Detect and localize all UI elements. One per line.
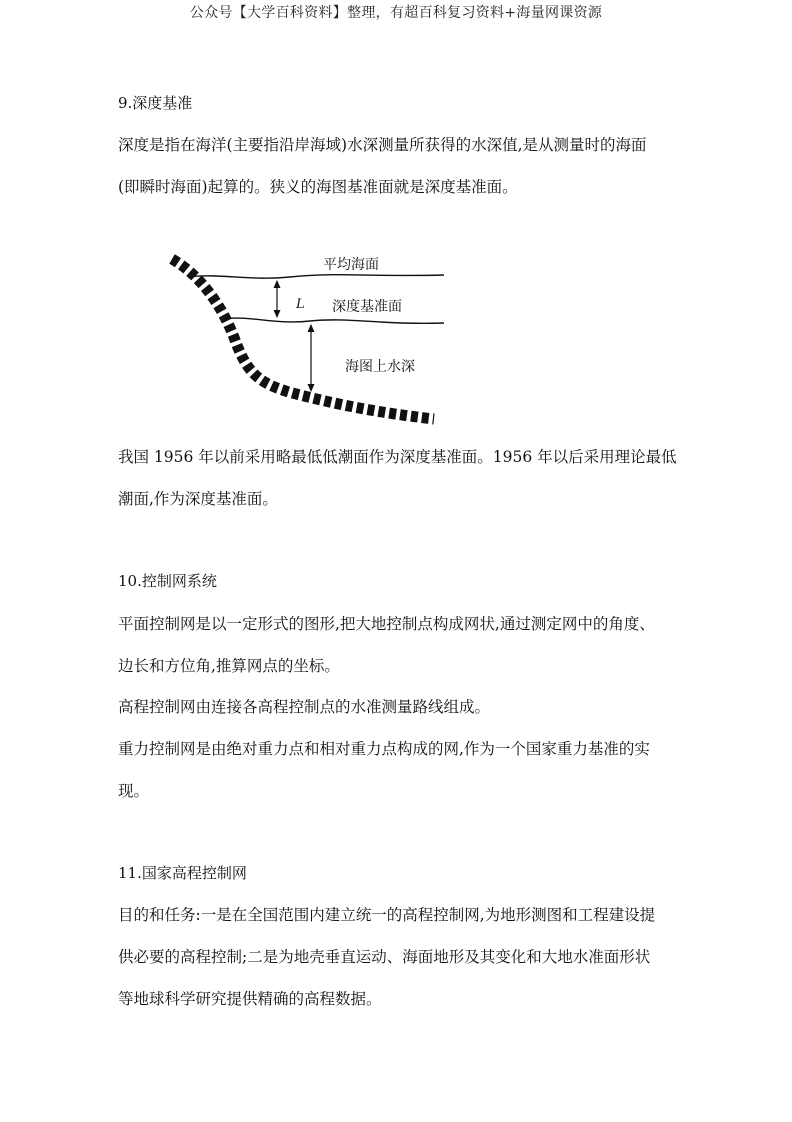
section-9-line-1: 深度是指在海洋(主要指沿岸海域)水深测量所获得的水深值,是从测量时的海面 [118, 136, 647, 154]
mean-sea-level-line [188, 275, 444, 278]
L-arrow-bottom [274, 310, 281, 318]
section-10-line-2: 边长和方位角,推算网点的坐标。 [118, 657, 340, 675]
section-9-line-2: (即瞬时海面)起算的。狭义的海图基准面就是深度基准面。 [118, 178, 518, 196]
label-chart-depth: 海图上水深 [345, 359, 415, 375]
label-depth-datum: 深度基准面 [332, 299, 402, 315]
section-10-line-3: 高程控制网由连接各高程控制点的水准测量路线组成。 [118, 698, 491, 716]
L-arrow-top [274, 280, 281, 288]
section-11-heading: 11.国家高程控制网 [118, 864, 247, 882]
section-9-after-line-1: 我国 1956 年以前采用略最低低潮面作为深度基准面。1956 年以后采用理论最低 [118, 448, 677, 466]
section-9-heading: 9.深度基准 [118, 94, 193, 112]
section-11-line-1: 目的和任务:一是在全国范围内建立统一的高程控制网,为地形测图和工程建设提 [118, 906, 656, 924]
section-11-line-3: 等地球科学研究提供精确的高程数据。 [118, 990, 382, 1008]
section-9-after-line-2: 潮面,作为深度基准面。 [118, 490, 278, 508]
label-mean-sea-level: 平均海面 [323, 257, 379, 273]
depth-datum-line [222, 318, 444, 323]
depth-arrow-top [308, 324, 315, 332]
section-10-line-4: 重力控制网是由绝对重力点和相对重力点构成的网,作为一个国家重力基准的实 [118, 740, 650, 758]
section-10-line-5: 现。 [118, 782, 150, 800]
depth-arrow-bottom [308, 384, 315, 392]
page-header: 公众号【大学百科资料】整理，有超百科复习资料+海量网课资源 [189, 5, 603, 21]
section-10-heading: 10.控制网系统 [118, 572, 217, 590]
section-10-line-1: 平面控制网是以一定形式的图形,把大地控制点构成网状,通过测定网中的角度、 [118, 615, 655, 633]
seabed-hatched-band [172, 259, 434, 419]
section-11-line-2: 供必要的高程控制;二是为地壳垂直运动、海面地形及其变化和大地水准面形状 [118, 948, 651, 966]
depth-datum-diagram [160, 245, 460, 435]
label-L: L [296, 297, 305, 312]
